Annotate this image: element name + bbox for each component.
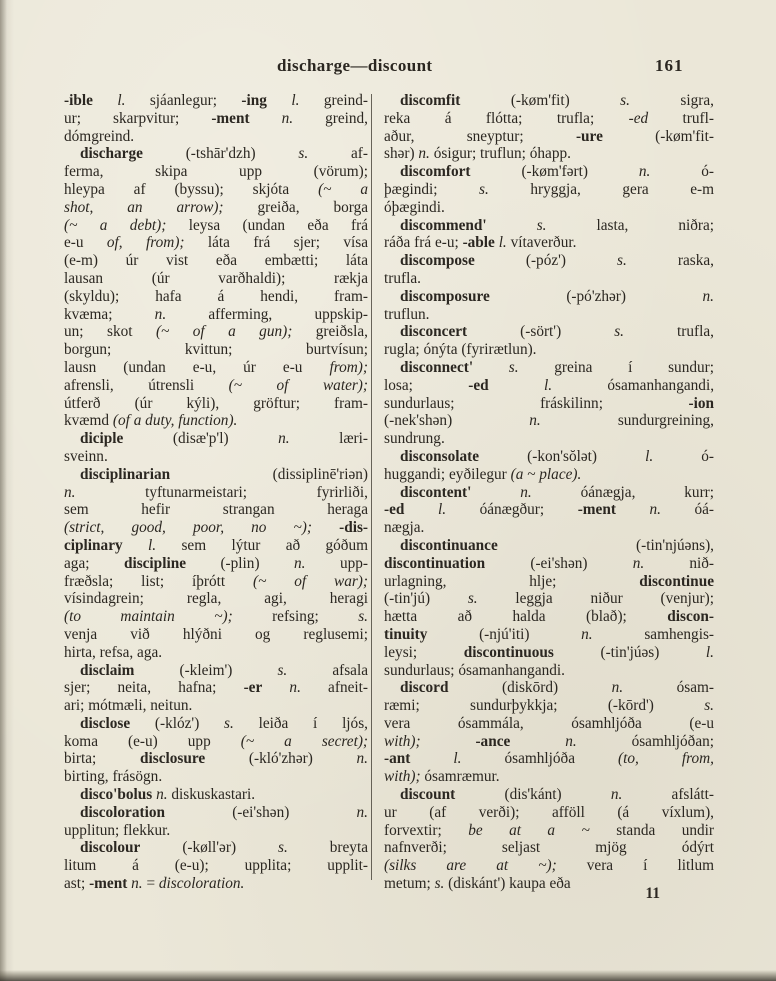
dictionary-line: leysi; discontinuous (-tin'júəs) l. <box>384 643 714 661</box>
dictionary-line: disclose (-klóz') s. leiða í ljós, <box>80 714 368 732</box>
dictionary-line: ráða frá e-u; -able l. vítaverður. <box>384 234 577 252</box>
dictionary-line: sundurlaus; ósamanhangandi. <box>384 661 565 679</box>
dictionary-line: birting, frásögn. <box>64 768 163 786</box>
dictionary-line: shər) n. ósigur; truflun; óhapp. <box>384 145 571 163</box>
dictionary-line: (silks are at ~); vera í litlum <box>384 857 715 875</box>
dictionary-line: discontinuance (-tin'njúəns), <box>400 536 714 554</box>
dictionary-line: discount (dis'kánt) n. afslátt- <box>400 786 714 804</box>
page-number: 161 <box>655 56 684 75</box>
dictionary-line: aður, sneyptur; -ure (-køm'fit- <box>384 127 714 145</box>
dictionary-line: discord (diskōrd) n. ósam- <box>400 679 714 697</box>
dictionary-line: sjer; neita, hafna; -er n. afneit- <box>64 679 368 697</box>
dictionary-line: lausn (undan e-u, úr e-u from); <box>64 358 368 376</box>
dictionary-line: birta; disclosure (-kló'zhər) n. <box>64 750 368 768</box>
dictionary-line: discoloration (-ei'shən) n. <box>80 803 368 821</box>
left-column <box>64 92 368 893</box>
dictionary-line: discompose (-póz') s. raska, <box>400 252 714 270</box>
dictionary-line: venja við hlýðni og reglusemi; <box>64 625 368 643</box>
dictionary-line: with); -ance n. ósamhljóðan; <box>384 732 715 750</box>
dictionary-line: ari; mótmæli, neitun. <box>64 697 193 715</box>
signature-mark: 11 <box>645 885 660 902</box>
dictionary-line: losa; -ed l. ósamanhangandi, <box>384 376 715 394</box>
dictionary-line: tinuity (-njú'iti) n. samhengis- <box>384 625 714 643</box>
dictionary-line: urlagning, hlje; discontinue <box>384 572 714 590</box>
dictionary-line: discharge (-tshār'dzh) s. af- <box>80 145 368 163</box>
dictionary-line: with); ósamræmur. <box>384 768 500 786</box>
dictionary-line: discontinuation (-ei'shən) n. nið- <box>384 554 715 572</box>
dictionary-line: metum; s. (diskánt') kaupa eða <box>384 875 571 893</box>
dictionary-line: hætta að halda (blað); discon- <box>384 608 714 626</box>
dictionary-line: disciplinarian (dissiplinē'riən) <box>80 465 368 483</box>
dictionary-line: ferma, skipa upp (vörum); <box>64 163 368 181</box>
dictionary-line: disconcert (-sört') s. trufla, <box>400 323 714 341</box>
dictionary-line: óþægindi. <box>384 198 445 216</box>
dictionary-line: vera ósammála, ósamhljóða (e-u <box>384 714 714 732</box>
dictionary-line: (skyldu); hafa á hendi, fram- <box>64 287 368 305</box>
dictionary-line: truflun. <box>384 305 430 323</box>
dictionary-line: ciplinary l. sem lýtur að góðum <box>64 536 369 554</box>
dictionary-line: e-u of, from); láta frá sjer; vísa <box>64 234 368 252</box>
column-divider-rule <box>371 94 372 880</box>
scan-edge-left <box>0 0 7 981</box>
dictionary-line: shot, an arrow); greiða, borga <box>64 198 369 216</box>
dictionary-line: afrensli, útrensli (~ of water); <box>64 376 368 394</box>
dictionary-line: trufla. <box>384 269 421 287</box>
dictionary-line: disclaim (-kleim') s. afsala <box>80 661 368 679</box>
dictionary-line: discomfort (-køm'fərt) n. ó- <box>400 163 714 181</box>
dictionary-line: disconsolate (-kon'sŏlət) l. ó- <box>400 447 714 465</box>
running-head: discharge—discount <box>277 56 433 75</box>
dictionary-line: (strict, good, poor, no ~); -dis- <box>64 519 368 537</box>
dictionary-line: borgun; kvittun; burtvísun; <box>64 341 368 359</box>
dictionary-line: (to maintain ~); refsing; s. <box>64 608 368 626</box>
dictionary-line: -ible l. sjáanlegur; -ing l. greind- <box>64 92 369 109</box>
dictionary-line: diciple (disæ'p'l) n. læri- <box>80 430 368 448</box>
dictionary-line: sundrung. <box>384 430 445 448</box>
dictionary-line: -ed l. óánægður; -ment n. óá- <box>384 501 715 519</box>
dictionary-line: discommend' s. lasta, niðra; <box>400 216 714 234</box>
dictionary-line: dómgreind. <box>64 127 135 145</box>
dictionary-line: disconnect' s. greina í sundur; <box>400 358 714 376</box>
dictionary-line: (~ a debt); leysa (undan eða frá <box>64 216 368 234</box>
dictionary-line: discomposure (-pó'zhər) n. <box>400 287 714 305</box>
dictionary-line: þægindi; s. hryggja, gera e-m <box>384 180 714 198</box>
dictionary-line: útferð (úr kýli), gröftur; fram- <box>64 394 368 412</box>
dictionary-line: huggandi; eyðilegur (a ~ place). <box>384 465 582 483</box>
dictionary-line: disco'bolus n. diskuskastari. <box>80 786 256 804</box>
dictionary-line: ræmi; sundurþykkja; (-kōrd') s. <box>384 697 714 715</box>
scan-edge-bottom <box>0 970 776 981</box>
dictionary-line: kvæmd (of a duty, function). <box>64 412 238 430</box>
dictionary-line: nafnverði; seljast mjög ódýrt <box>384 839 714 857</box>
dictionary-line: lausan (úr varðhaldi); rækja <box>64 269 368 287</box>
dictionary-line: ast; -ment n. = discoloration. <box>64 875 245 893</box>
dictionary-line: reka á flótta; trufla; -ed trufl- <box>384 109 714 127</box>
dictionary-line: litum á (e-u); upplita; upplit- <box>64 857 368 875</box>
dictionary-line: forvextir; be at a ~ standa undir <box>384 821 714 839</box>
dictionary-line: -ant l. ósamhljóða (to, from, <box>384 750 714 768</box>
dictionary-line: sem hefir strangan heraga <box>64 501 368 519</box>
dictionary-line: koma (e-u) upp (~ a secret); <box>64 732 369 750</box>
dictionary-line: rugla; ónýta (fyrirætlun). <box>384 341 537 359</box>
dictionary-line: un; skot (~ of a gun); greiðsla, <box>64 323 368 341</box>
dictionary-line: aga; discipline (-plin) n. upp- <box>64 554 368 572</box>
dictionary-line: (e-m) úr vist eða embætti; láta <box>64 252 368 270</box>
dictionary-line: kvæma; n. afferming, uppskip- <box>64 305 368 323</box>
dictionary-line: discomfit (-køm'fit) s. sigra, <box>400 92 714 109</box>
dictionary-line: vísindagrein; regla, agi, heragi <box>64 590 368 608</box>
right-column <box>384 92 714 893</box>
dictionary-line: hirta, refsa, aga. <box>64 643 163 661</box>
dictionary-line: ur (af verði); afföll (á víxlum), <box>384 803 714 821</box>
dictionary-line: sveinn. <box>64 447 108 465</box>
dictionary-line: ur; skarpvitur; -ment n. greind, <box>64 109 369 127</box>
dictionary-line: sundurlaus; fráskilinn; -ion <box>384 394 714 412</box>
dictionary-line: n. tyftunarmeistari; fyrirliði, <box>64 483 368 501</box>
dictionary-line: hleypa af (byssu); skjóta (~ a <box>64 180 368 198</box>
dictionary-line: (-tin'jú) s. leggja niður (venjur); <box>384 590 714 608</box>
dictionary-line: (-nek'shən) n. sundurgreining, <box>384 412 714 430</box>
dictionary-line: discolour (-køll'ər) s. breyta <box>80 839 368 857</box>
dictionary-line: nægja. <box>384 519 425 537</box>
dictionary-line: upplitun; flekkur. <box>64 821 171 839</box>
dictionary-line: discontent' n. óánægja, kurr; <box>400 483 715 501</box>
dictionary-line: fræðsla; list; íþrótt (~ of war); <box>64 572 368 590</box>
